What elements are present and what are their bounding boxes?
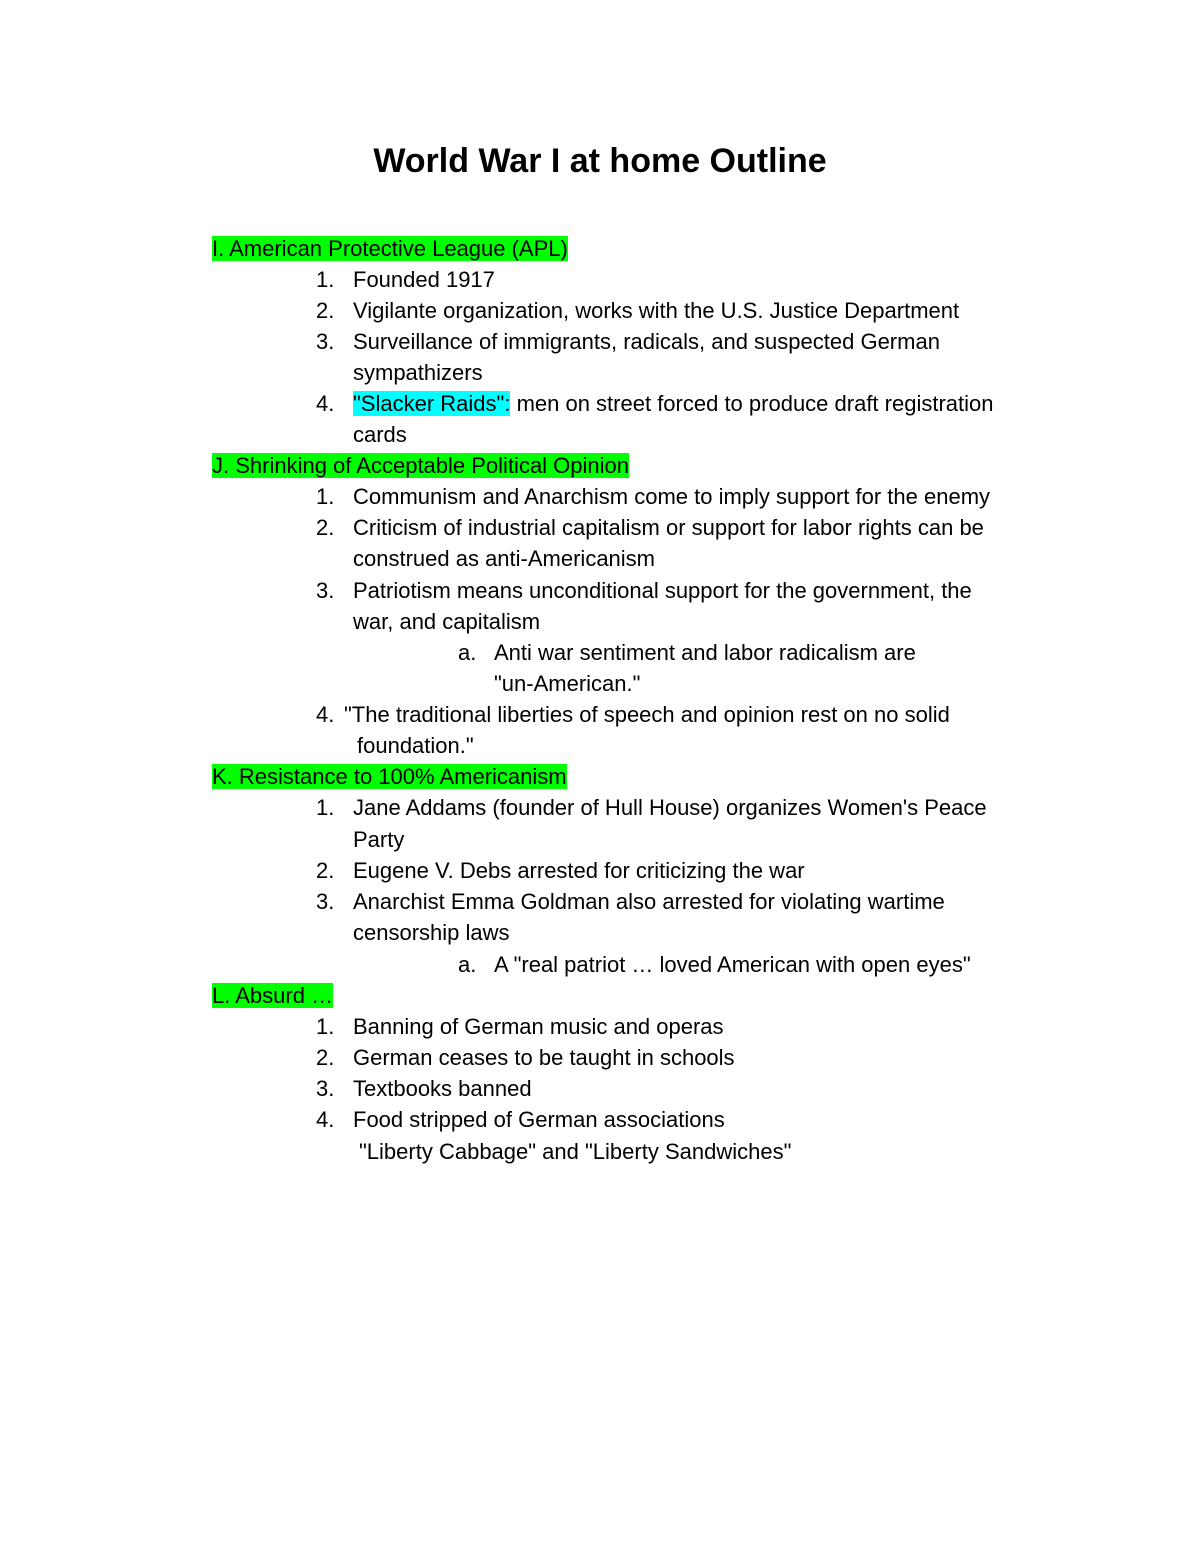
heading-highlight: K. Resistance to 100% Americanism <box>212 764 567 789</box>
list-marker: 2. <box>316 1045 335 1070</box>
sub-list-marker: a. <box>458 640 477 665</box>
sub-list-item-text: Anti war sentiment and labor radicalism are <box>494 640 916 665</box>
section-heading-absurd <box>212 980 333 1011</box>
list-item-text: Anarchist Emma Goldman also arrested for violating wartime <box>353 889 945 914</box>
sub-list-item-text-continued: "un-American." <box>494 671 641 696</box>
list-item-text-continued: war, and capitalism <box>353 609 541 634</box>
list-item-text: Eugene V. Debs arrested for criticizing the war <box>353 858 805 883</box>
list-marker: 1. <box>316 484 335 509</box>
sub-list-marker: a. <box>458 952 477 977</box>
list-item-text: Food stripped of German associations <box>353 1107 725 1132</box>
section-heading-apl <box>212 233 568 264</box>
list-item-text-continued: construed as anti-Americanism <box>353 546 656 571</box>
page-title: World War I at home Outline <box>373 142 827 180</box>
list-item-text-continued: "Liberty Cabbage" and "Liberty Sandwiches" <box>359 1139 792 1164</box>
list-item-text: Founded 1917 <box>353 267 495 292</box>
list-item-text-continued: Party <box>353 827 405 852</box>
list-marker: 2. <box>316 298 335 323</box>
list-marker: 2. <box>316 515 335 540</box>
list-marker: 3. <box>316 1076 335 1101</box>
list-marker: 1. <box>316 795 335 820</box>
heading-highlight: J. Shrinking of Acceptable Political Opinion <box>212 453 630 478</box>
heading-highlight: L. Absurd … <box>212 983 334 1008</box>
section-heading-political-opinion <box>212 450 629 481</box>
section-heading-resistance <box>212 761 567 792</box>
list-marker: 2. <box>316 858 335 883</box>
list-marker: 3. <box>316 578 335 603</box>
list-item-text: Banning of German music and operas <box>353 1014 724 1039</box>
list-item-text: Textbooks banned <box>353 1076 532 1101</box>
list-item-text-rest: men on street forced to produce draft registration <box>510 391 994 416</box>
list-item-text-continued: cards <box>353 422 407 447</box>
list-marker: 3. <box>316 889 335 914</box>
list-item-text: Jane Addams (founder of Hull House) organizes Women's Peace <box>353 795 987 820</box>
list-item-text <box>353 388 994 419</box>
list-item-text: Vigilante organization, works with the U.S. Justice Department <box>353 298 960 323</box>
list-item-text: Patriotism means unconditional support for the government, the <box>353 578 972 603</box>
list-item-text: Surveillance of immigrants, radicals, and suspected German <box>353 329 940 354</box>
list-marker: 4. <box>316 391 335 416</box>
list-item-text-continued: sympathizers <box>353 360 483 385</box>
list-item-text: "The traditional liberties of speech and opinion rest on no solid <box>344 702 950 727</box>
list-marker: 4. <box>316 702 335 727</box>
list-marker: 1. <box>316 267 335 292</box>
list-item-text: Criticism of industrial capitalism or support for labor rights can be <box>353 515 984 540</box>
slacker-raids-highlight: "Slacker Raids": <box>353 391 511 416</box>
list-item-text: Communism and Anarchism come to imply support for the enemy <box>353 484 991 509</box>
list-marker: 4. <box>316 1107 335 1132</box>
list-item-text: German ceases to be taught in schools <box>353 1045 735 1070</box>
heading-highlight: I. American Protective League (APL) <box>212 236 568 261</box>
sub-list-item-text: A "real patriot … loved American with open eyes" <box>494 952 971 977</box>
list-item-text-continued: censorship laws <box>353 920 510 945</box>
list-marker: 1. <box>316 1014 335 1039</box>
list-item-text-continued: foundation." <box>357 733 474 758</box>
list-marker: 3. <box>316 329 335 354</box>
